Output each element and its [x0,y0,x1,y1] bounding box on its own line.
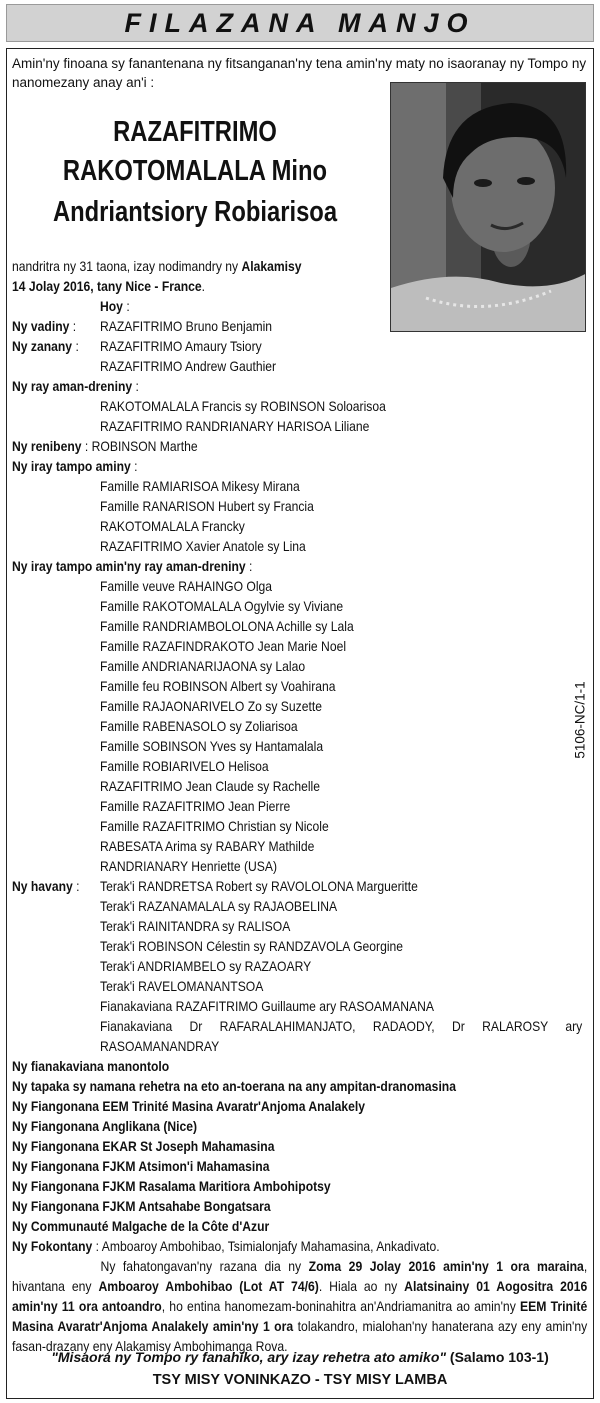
list-item: Terak'i ROBINSON Célestin sy RANDZAVOLA Georgine [100,939,404,954]
group-line: Ny Fiangonana FJKM Rasalama Maritiora Ambohipotsy [12,1179,331,1194]
list-item: RAZAFITRIMO Jean Claude sy Rachelle [100,779,320,794]
list-item: Famille RAZAFITRIMO Jean Pierre [100,799,291,814]
list-item: RAKOTOMALALA Francky [100,519,245,534]
announcement-paragraph: Ny fahatongavan'ny razana dia ny Zoma 29 Jolay 2016 amin'ny 1 ora maraina, hivantana eny Amboaroy Ambohibao (Lot AT 74/6). Hiala ao ny Alatsinainy 01 Aogositra 2016 amin'ny 11 ora antoandro, ho entina hanomezam-boninahitra an'Andriamanitra ao amin'ny EEM Trinité Masina Avaratr'Anjoma Analakely amin'ny 1 ora tolakandro, mialohan'ny hanaterana azy eny amin'ny fasan-drazany eny Alakamisy Ambohimanga Rova. [12,1259,588,1354]
list-item: Famille ROBIARIVELO Helisoa [100,759,269,774]
list-item: RAKOTOMALALA Francis sy ROBINSON Soloarisoa [100,399,386,414]
deceased-name-line-3: Andriantsiory Robiarisoa [52,196,338,228]
list-item: RAZAFITRIMO RANDRIANARY HARISOA Liliane [100,419,370,434]
list-item: Famille RAJAONARIVELO Zo sy Suzette [100,699,322,714]
death-date-place: 14 Jolay 2016, tany Nice - France [12,279,202,294]
list-item: Famille SOBINSON Yves sy Hantamalala [100,739,324,754]
list-item: Famille RAZAFITRIMO Christian sy Nicole [100,819,329,834]
list-item: Terak'i ANDRIAMBELO sy RAZAOARY [100,959,312,974]
group-line: Ny Fiangonana EEM Trinité Masina Avaratr'Anjoma Analakely [12,1099,366,1114]
list-item: Famille RAZAFINDRAKOTO Jean Marie Noel [100,639,347,654]
list-item: Terak'i RAINITANDRA sy RALISOA [100,919,291,934]
renibeny-line: Ny renibeny : ROBINSON Marthe [12,439,198,454]
list-item: RAZAFITRIMO Amaury Tsiory [100,339,262,354]
list-item: Famille veuve RAHAINGO Olga [100,579,273,594]
death-date-line: 14 Jolay 2016, tany Nice - France. [12,279,206,294]
list-item: Famille RAMIARISOA Mikesy Mirana [100,479,300,494]
scripture-quote: "Misaora ny Tompo ry fanahiko, ary izay rehetra ato amiko" (Salamo 103-1) [51,1349,549,1365]
list-item: Terak'i RANDRETSA Robert sy RAVOLOLONA Margueritte [100,879,418,894]
iray-tampo-label: Ny iray tampo aminy : [12,459,138,474]
group-line: Ny Fiangonana FJKM Atsimon'i Mahamasina [12,1159,270,1174]
deceased-name-line-1: RAZAFITRIMO [113,116,277,148]
group-line: Ny Fiangonana EKAR St Joseph Mahamasina [12,1139,275,1154]
group-line: Ny Fiangonana FJKM Antsahabe Bongatsara [12,1199,271,1214]
list-item: Fianakaviana RAZAFITRIMO Guillaume ary RASOAMANANA [100,999,434,1014]
list-item: RAZAFITRIMO Andrew Gauthier [100,359,277,374]
deceased-name-line-2: RAKOTOMALALA Mino [62,155,328,187]
group-line: Ny tapaka sy namana rehetra na eto an-toerana na any ampitan-dranomasina [12,1079,456,1094]
header-title: FILAZANA MANJO [124,7,476,38]
death-info-line: nandritra ny 31 taona, izay nodimandry ny Alakamisy [12,259,302,274]
list-item: Terak'i RAZANAMALALA sy RAJAOBELINA [100,899,338,914]
fokontany-line: Ny Fokontany : Amboaroy Ambohibao, Tsimialonjafy Mahamasina, Ankadivato. [12,1239,440,1254]
group-line: Ny Communauté Malgache de la Côte d'Azur [12,1219,270,1234]
ray-aman-dreniny-label: Ny ray aman-dreniny : [12,379,139,394]
list-item: Famille RANDRIAMBOLOLONA Achille sy Lala [100,619,354,634]
list-item: Famille feu ROBINSON Albert sy Voahirana [100,679,336,694]
portrait-illustration [391,83,586,332]
header-bar [6,4,594,42]
vadiny-label: Ny vadiny : [12,319,77,334]
list-item: RAZAFITRIMO Bruno Benjamin [100,319,273,334]
list-item: RASOAMANANDRAY [100,1039,220,1054]
list-item: RAZAFITRIMO Xavier Anatole sy Lina [100,539,306,554]
group-line: Ny fianakaviana manontolo [12,1059,170,1074]
list-item: Famille RANARISON Hubert sy Francia [100,499,314,514]
havany-label: Ny havany : [12,879,80,894]
hoy-line: Hoy : [100,299,130,314]
list-item: RABESATA Arima sy RABARY Mathilde [100,839,315,854]
death-day: Alakamisy [241,259,302,274]
list-item: Fianakaviana Dr RAFARALAHIMANJATO, RADAODY, Dr RALAROSY ary [100,1019,583,1034]
list-item: Famille RABENASOLO sy Zoliarisoa [100,719,298,734]
list-item: Terak'i RAVELOMANANTSOA [100,979,264,994]
list-item: RANDRIANARY Henriette (USA) [100,859,278,874]
group-line: Ny Fiangonana Anglikana (Nice) [12,1119,198,1134]
list-item: Famille ANDRIANARIJAONA sy Lalao [100,659,306,674]
intro-text: Amin'ny finoana sy fanantenana ny fitsanganan'ny tena amin'ny maty no isaoranay ny Tompo ny nanomezany anay an'i : [12,56,587,90]
zanany-label: Ny zanany : [12,339,79,354]
portrait-photo [390,82,586,332]
iray-tampo-ray-label: Ny iray tampo amin'ny ray aman-dreniny : [12,559,253,574]
list-item: Famille RAKOTOMALALA Ogylvie sy Viviane [100,599,344,614]
reference-code: 5106-NC/1-1 [572,681,588,759]
footer-note: TSY MISY VONINKAZO - TSY MISY LAMBA [152,1372,448,1388]
